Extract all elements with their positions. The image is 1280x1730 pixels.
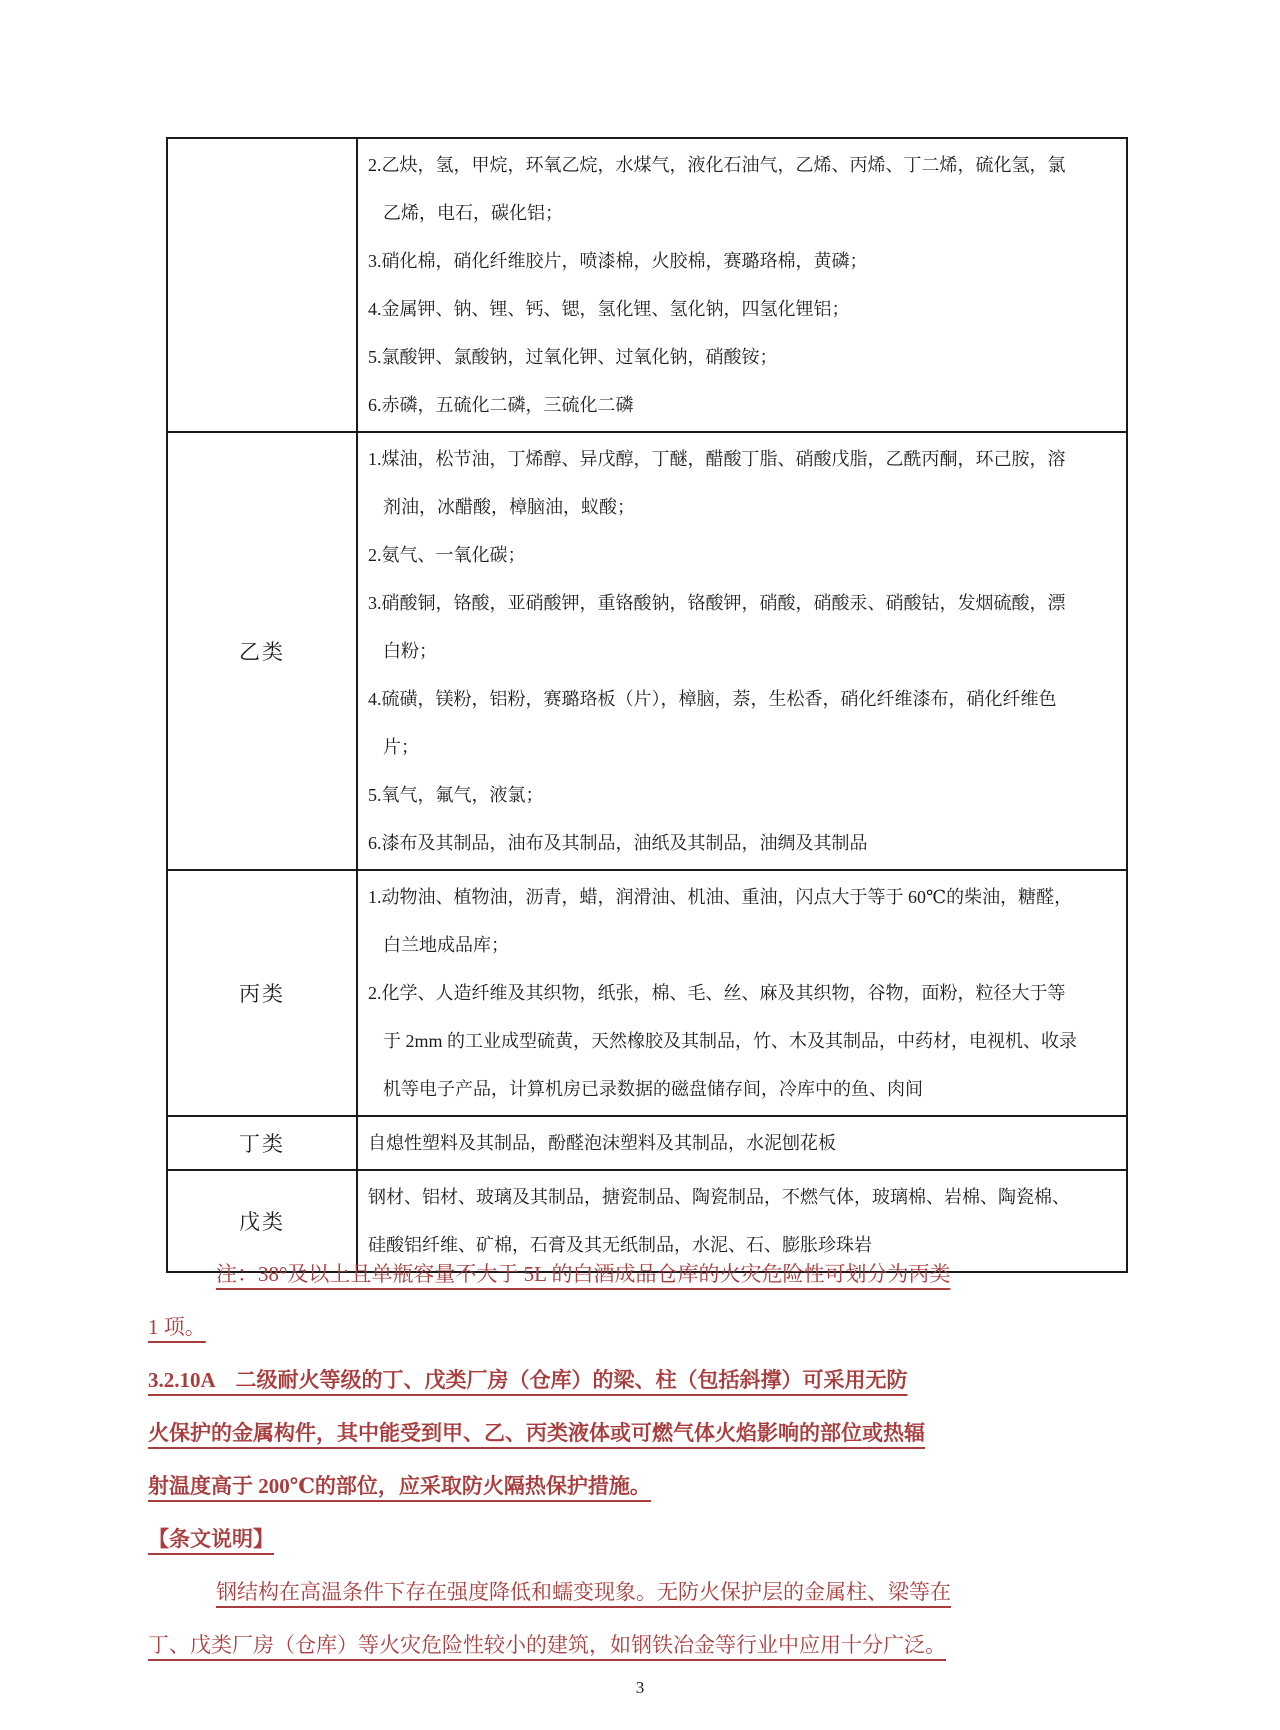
table-cell-line: 1.煤油，松节油，丁烯醇、异戊醇，丁醚，醋酸丁脂、硝酸戊脂，乙酰丙酮，环己胺，溶 <box>368 449 1066 469</box>
fire-hazard-classification-table <box>166 137 1128 1273</box>
table-cell-line: 4.金属钾、钠、锂、钙、锶，氢化锂、氢化钠，四氢化锂铝； <box>368 299 850 319</box>
note-line: 注：38°及以上且单瓶容量不大于 5L 的白酒成品仓库的火灾危险性可划分为丙类 <box>216 1262 951 1286</box>
category-label: 乙类 <box>239 640 285 664</box>
table-cell-line: 4.硫磺，镁粉，铝粉，赛璐珞板（片），樟脑，萘，生松香，硝化纤维漆布，硝化纤维色 <box>368 689 1057 709</box>
category-items-cell <box>357 432 1127 870</box>
category-label-cell <box>167 138 357 432</box>
table-cell-line: 2.化学、人造纤维及其织物，纸张，棉、毛、丝、麻及其织物，谷物，面粉，粒径大于等 <box>368 983 1066 1003</box>
table-cell-line: 2.氨气、一氧化碳； <box>368 545 526 565</box>
category-label: 丙类 <box>239 982 285 1006</box>
table-cell-line: 硅酸铝纤维、矿棉，石膏及其无纸制品，水泥、石、膨胀珍珠岩 <box>368 1235 872 1255</box>
table-cell-line: 白粉； <box>383 641 437 661</box>
table-cell-line: 3.硝化棉，硝化纤维胶片，喷漆棉，火胶棉，赛璐珞棉，黄磷； <box>368 251 868 271</box>
table-cell-line: 6.赤磷，五硫化二磷，三硫化二磷 <box>368 395 634 415</box>
table-cell-line: 5.氯酸钾、氯酸钠，过氧化钾、过氧化钠，硝酸铵； <box>368 347 778 367</box>
category-label-cell <box>167 1116 357 1170</box>
table-cell-line: 片； <box>383 737 419 757</box>
category-label-cell <box>167 870 357 1116</box>
table-cell-line: 乙烯，电石，碳化铝； <box>383 203 563 223</box>
table-cell-line: 5.氧气，氟气，液氯； <box>368 785 544 805</box>
category-items-cell <box>357 1116 1127 1170</box>
table-cell-line: 1.动物油、植物油，沥青，蜡，润滑油、机油、重油，闪点大于等于 60℃的柴油，糖醛， <box>368 887 1073 907</box>
clause-3-2-10A-line: 火保护的金属构件，其中能受到甲、乙、丙类液体或可燃气体火焰影响的部位或热辐 <box>148 1421 925 1445</box>
clause-3-2-10A-line: 3.2.10A 二级耐火等级的丁、戊类厂房（仓库）的梁、柱（包括斜撑）可采用无防 <box>148 1368 908 1392</box>
note-line: 1 项。 <box>148 1315 206 1339</box>
table-row <box>167 432 1127 870</box>
table-cell-line: 2.乙炔，氢，甲烷，环氧乙烷，水煤气，液化石油气，乙烯、丙烯、丁二烯，硫化氢，氯 <box>368 155 1066 175</box>
explanation-line: 钢结构在高温条件下存在强度降低和蠕变现象。无防火保护层的金属柱、梁等在 <box>216 1580 951 1604</box>
category-label: 戊类 <box>239 1210 285 1234</box>
explanation-line: 丁、戊类厂房（仓库）等火灾危险性较小的建筑，如钢铁冶金等行业中应用十分广泛。 <box>148 1633 946 1657</box>
table-cell-line: 6.漆布及其制品，油布及其制品，油纸及其制品，油绸及其制品 <box>368 833 868 853</box>
table-cell-line: 剂油，冰醋酸，樟脑油，蚁酸； <box>383 497 635 517</box>
table-cell-line: 机等电子产品，计算机房已录数据的磁盘储存间，冷库中的鱼、肉间 <box>383 1079 923 1099</box>
table-row <box>167 138 1127 432</box>
table-row <box>167 870 1127 1116</box>
table-cell-line: 于 2mm 的工业成型硫黄，天然橡胶及其制品，竹、木及其制品，中药材，电视机、收录 <box>383 1031 1077 1051</box>
category-items-cell <box>357 870 1127 1116</box>
table-cell-line: 白兰地成品库； <box>383 935 509 955</box>
category-items-cell <box>357 138 1127 432</box>
table-row <box>167 1116 1127 1170</box>
table-cell-line: 3.硝酸铜，铬酸，亚硝酸钾，重铬酸钠，铬酸钾，硝酸，硝酸汞、硝酸钴，发烟硫酸，漂 <box>368 593 1066 613</box>
clause-3-2-10A-line: 射温度高于 200℃的部位，应采取防火隔热保护措施。 <box>148 1474 651 1498</box>
page-number: 3 <box>635 1678 645 1697</box>
table-cell-line: 钢材、铝材、玻璃及其制品，搪瓷制品、陶瓷制品，不燃气体，玻璃棉、岩棉、陶瓷棉、 <box>368 1187 1070 1207</box>
clause-explanation-heading: 【条文说明】 <box>148 1527 274 1551</box>
category-label: 丁类 <box>239 1132 285 1156</box>
table-cell-line: 自熄性塑料及其制品，酚醛泡沫塑料及其制品，水泥刨花板 <box>368 1133 836 1153</box>
category-label-cell <box>167 432 357 870</box>
revision-notes-section <box>148 1248 1134 1672</box>
